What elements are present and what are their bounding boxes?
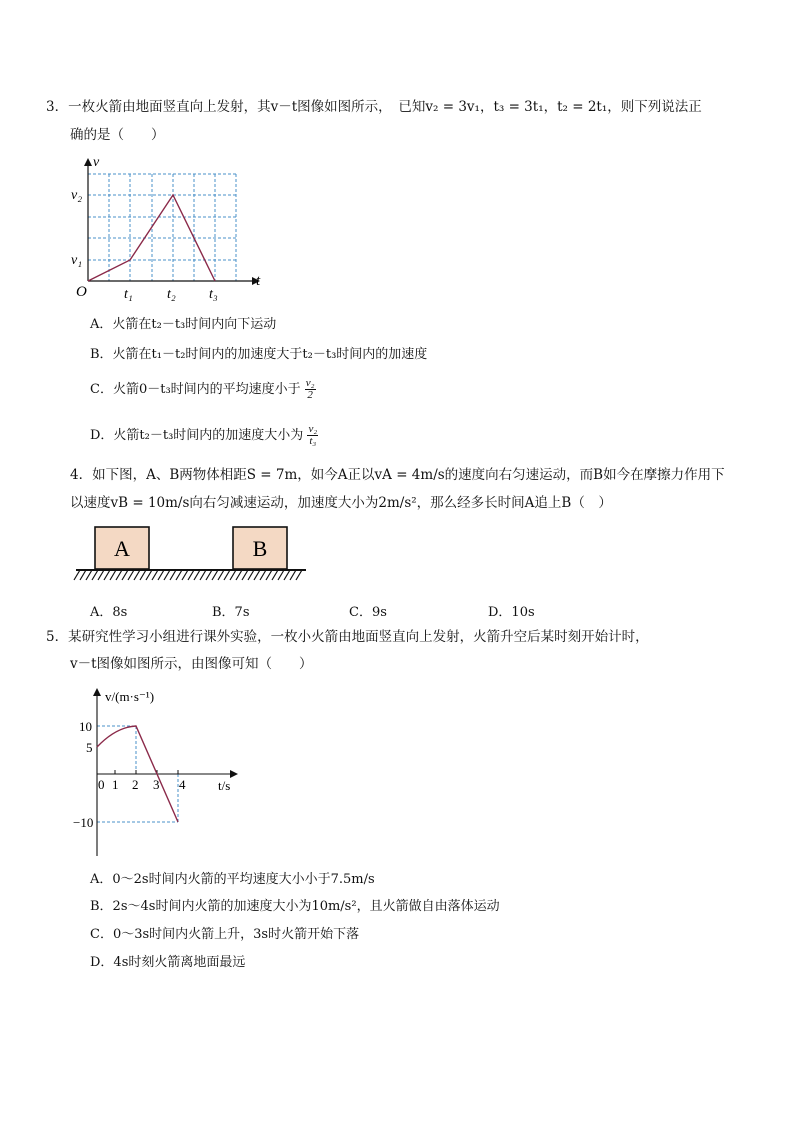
q5-t-ticks xyxy=(115,770,178,774)
q3-option-c-fraction xyxy=(305,378,316,401)
q5-x0-label: 0 xyxy=(98,777,105,792)
q5-option-a: A．0～2s时间内火箭的平均速度大小小于7.5m/s xyxy=(90,872,375,887)
q3-option-a: A．火箭在t₂－t₃时间内向下运动 xyxy=(90,317,277,332)
q5-x2-label: 2 xyxy=(132,777,139,792)
q4-option-b: B．7s xyxy=(212,605,250,620)
q5-x1-label: 1 xyxy=(112,777,119,792)
q3-vt-graph xyxy=(66,152,276,304)
q5-xlabel: t/s xyxy=(218,778,231,793)
q4-stem-line1: 4．如下图，A、B两物体相距S = 7m，如今A正以vA = 4m/s的速度向右匀速运动，而B如今在摩擦力作用下 xyxy=(70,467,725,483)
q5-stem-line2: v－t图像如图所示，由图像可知（ ） xyxy=(70,656,313,672)
q3-grid xyxy=(88,174,236,281)
q3-option-d-text: D．火箭t₂－t₃时间内的加速度大小为 xyxy=(90,428,304,443)
q4-option-c: C．9s xyxy=(349,605,387,620)
q4-block-a-label: A xyxy=(114,536,130,561)
q3-option-c-num: v₂ xyxy=(305,377,315,389)
q3-option-d xyxy=(90,418,318,454)
q3-origin-label: O xyxy=(76,284,87,300)
q3-option-d-fraction xyxy=(307,424,318,447)
q3-t3-label: t₃ xyxy=(209,287,218,302)
q5-option-b: B．2s～4s时间内火箭的加速度大小为10m/s²，且火箭做自由落体运动 xyxy=(90,899,500,914)
q4-option-a: A．8s xyxy=(90,605,128,620)
q3-option-c-text: C．火箭0－t₃时间内的平均速度小于 xyxy=(90,382,301,397)
q4-blocks-figure xyxy=(72,524,312,588)
q5-vt-graph xyxy=(73,680,252,860)
q4-option-d: D．10s xyxy=(488,605,535,620)
q5-x3-label: 3 xyxy=(153,777,160,792)
q4-ground-hatch xyxy=(74,570,302,580)
q5-option-d: D．4s时刻火箭离地面最远 xyxy=(90,955,246,970)
q3-axis-t-label: t xyxy=(256,273,261,289)
q3-stem-line1: 3．一枚火箭由地面竖直向上发射，其v－t图像如图所示， 已知v₂ = 3v₁，t₃ = 3t₁，t₂ = 2t₁，则下列说法正 xyxy=(46,99,702,115)
q3-option-c xyxy=(90,372,316,408)
q5-stem-line1: 5．某研究性学习小组进行课外实验，一枚小火箭由地面竖直向上发射，火箭升空后某时刻开始计时， xyxy=(46,629,649,645)
q3-stem-line2: 确的是（ ） xyxy=(70,127,165,143)
q3-axis-v-label: v xyxy=(93,155,100,170)
q5-t-arrow xyxy=(230,770,238,778)
q3-t2-label: t₂ xyxy=(167,287,176,302)
q3-option-b: B．火箭在t₁－t₂时间内的加速度大于t₂－t₃时间内的加速度 xyxy=(90,347,428,362)
q5-option-c: C．0～3s时间内火箭上升，3s时火箭开始下落 xyxy=(90,927,360,942)
q5-y5-label: 5 xyxy=(86,740,93,755)
q3-t1-label: t₁ xyxy=(124,287,133,302)
q5-v-arrow xyxy=(93,688,101,696)
q3-option-d-num: v₂ xyxy=(308,423,318,435)
q4-stem-line2: 以速度vB = 10m/s向右匀减速运动，加速度大小为2m/s²，那么经多长时间A追上B（ ） xyxy=(70,495,612,511)
q5-yneg10-label: −10 xyxy=(73,815,94,830)
q3-option-d-den: t₃ xyxy=(309,435,317,447)
q5-ylabel: v/(m·s⁻¹) xyxy=(105,689,155,704)
q3-v-arrow xyxy=(84,158,92,166)
q3-v1-label: v₁ xyxy=(71,253,83,268)
q5-y10-label: 10 xyxy=(79,719,92,734)
q3-v2-label: v₂ xyxy=(71,188,83,203)
q4-block-b-label: B xyxy=(252,536,268,561)
q3-option-c-den: 2 xyxy=(307,389,313,401)
q5-x4-label: 4 xyxy=(179,777,186,792)
